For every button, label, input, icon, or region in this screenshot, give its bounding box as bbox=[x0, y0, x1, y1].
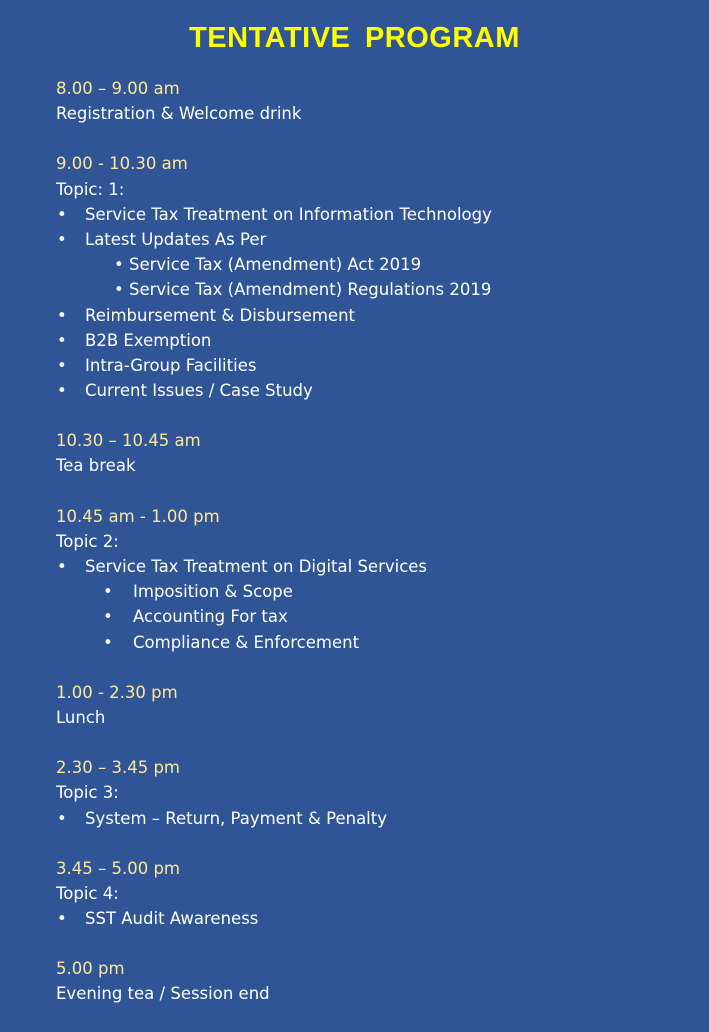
session-time: 10.30 – 10.45 am bbox=[56, 431, 201, 451]
bullet-item: • System – Return, Payment & Penalty bbox=[56, 806, 696, 831]
bullet-item: • Service Tax Treatment on Information Technology bbox=[56, 202, 696, 227]
bullet-item: • B2B Exemption bbox=[56, 328, 696, 353]
session-text: Tea break bbox=[56, 456, 136, 476]
session-block bbox=[56, 76, 696, 126]
session-time: 5.00 pm bbox=[56, 959, 125, 979]
session-block bbox=[56, 755, 696, 831]
bullet-item: • Reimbursement & Disbursement bbox=[56, 303, 696, 328]
session-block bbox=[56, 428, 696, 478]
bullet-item: • Current Issues / Case Study bbox=[56, 378, 696, 403]
session-text: Topic: 1: bbox=[56, 179, 125, 199]
session-block bbox=[56, 956, 696, 1006]
bullet-item: • Accounting For tax bbox=[56, 604, 696, 629]
session-time: 2.30 – 3.45 pm bbox=[56, 758, 181, 778]
session-text: Topic 4: bbox=[56, 883, 119, 903]
session-text: Lunch bbox=[56, 707, 106, 727]
session-block bbox=[56, 856, 696, 932]
session-text: Topic 2: bbox=[56, 531, 119, 551]
program-list bbox=[56, 76, 696, 1032]
bullet-item: • Service Tax Treatment on Digital Services bbox=[56, 554, 696, 579]
session-time: 1.00 - 2.30 pm bbox=[56, 682, 178, 702]
session-time: 10.45 am - 1.00 pm bbox=[56, 506, 220, 526]
bullet-item: • Service Tax (Amendment) Regulations 2019 bbox=[114, 280, 492, 300]
session-text: Topic 3: bbox=[56, 783, 119, 803]
session-time: 9.00 - 10.30 am bbox=[56, 154, 188, 174]
session-time: 3.45 – 5.00 pm bbox=[56, 858, 181, 878]
bullet-item: • SST Audit Awareness bbox=[56, 906, 696, 931]
session-text: Evening tea / Session end bbox=[56, 984, 270, 1004]
session-text: Registration & Welcome drink bbox=[56, 104, 302, 124]
bullet-item: • Intra-Group Facilities bbox=[56, 353, 696, 378]
session-block bbox=[56, 151, 696, 403]
page-title: TENTATIVE PROGRAM bbox=[189, 22, 520, 54]
bullet-item: • Compliance & Enforcement bbox=[56, 630, 696, 655]
bullet-item: • Service Tax (Amendment) Act 2019 bbox=[114, 255, 422, 275]
bullet-item: • Imposition & Scope bbox=[56, 579, 696, 604]
session-block bbox=[56, 680, 696, 730]
session-time: 8.00 – 9.00 am bbox=[56, 79, 180, 98]
session-block bbox=[56, 504, 696, 655]
bullet-item: • Latest Updates As Per bbox=[56, 227, 696, 252]
